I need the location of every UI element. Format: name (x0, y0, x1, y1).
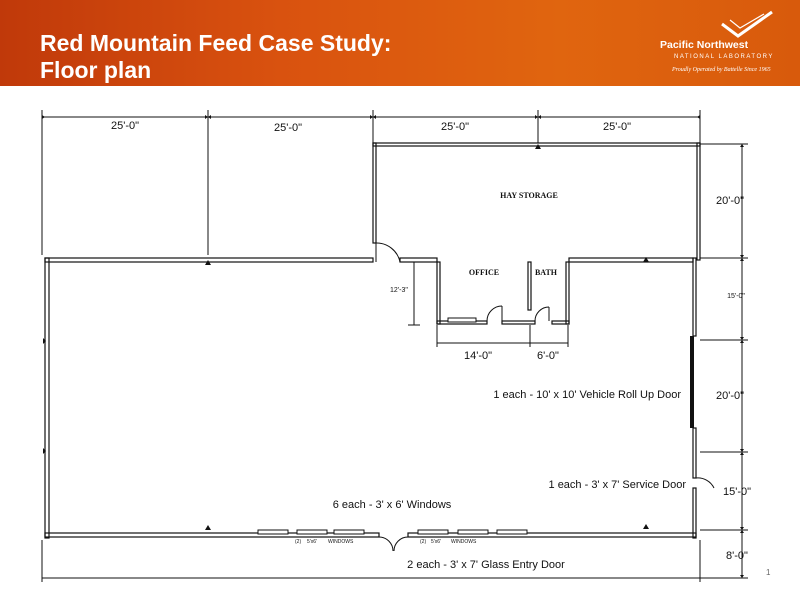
note-roll-up-door: 1 each - 10' x 10' Vehicle Roll Up Door (493, 389, 681, 401)
window-count-right: (2) (420, 539, 427, 545)
dim-top-4: 25'-0" (602, 121, 632, 133)
note-windows: 6 each - 3' x 6' Windows (332, 499, 452, 511)
room-bath: BATH (534, 268, 558, 277)
dimension-lines (42, 110, 748, 582)
slide-title-line-1: Red Mountain Feed Case Study: (40, 30, 392, 56)
dim-right-2: 15'-0" (727, 293, 745, 300)
dim-top-1: 25'-0" (110, 120, 140, 132)
roll-up-door (690, 336, 694, 428)
room-office: OFFICE (468, 268, 500, 277)
window-label-right: WINDOWS (451, 539, 477, 545)
dim-right-5: 8'-0" (726, 550, 748, 562)
note-entry-door: 2 each - 3' x 7' Glass Entry Door (407, 559, 565, 571)
dim-top-3: 25'-0" (440, 121, 470, 133)
dim-right-4: 15'-0" (722, 486, 752, 498)
room-hay-storage: HAY STORAGE (500, 191, 558, 200)
slide-title-line-2: Floor plan (40, 57, 152, 83)
dim-office-width: 14'-0" (463, 350, 493, 362)
dim-right-1: 20'-0" (715, 195, 745, 207)
window-size-left: 5'x6' (307, 539, 317, 545)
logo-name: Pacific Northwest (660, 39, 749, 51)
note-service-door: 1 each - 3' x 7' Service Door (548, 479, 686, 491)
slide-number: 1 (766, 568, 771, 577)
column-markers (43, 144, 649, 530)
dim-top-2: 25'-0" (273, 122, 303, 134)
window-label-left: WINDOWS (328, 539, 354, 545)
window-size-right: 5'x6' (431, 539, 441, 545)
dim-bath-width: 6'-0" (537, 350, 559, 362)
logo-tagline: Proudly Operated by Battelle Since 1965 (672, 67, 771, 73)
logo-subtitle: NATIONAL LABORATORY (674, 54, 774, 60)
window-count-left: (2) (295, 539, 302, 545)
dim-right-3: 20'-0" (715, 390, 745, 402)
dim-office-height: 12'-3" (390, 287, 408, 294)
